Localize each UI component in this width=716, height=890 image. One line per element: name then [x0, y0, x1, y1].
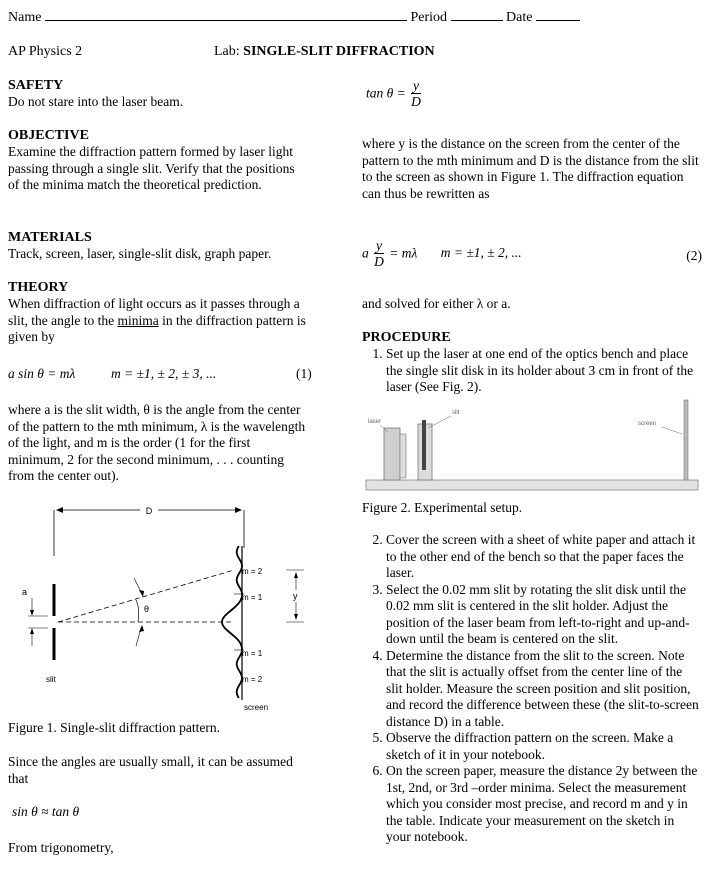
eq1-number: (1) — [296, 366, 312, 381]
a-arrow-bottom — [30, 628, 34, 634]
theory-intro — [8, 296, 308, 346]
figure1-label-slit: slit — [46, 675, 56, 684]
procedure-continued — [362, 532, 702, 846]
slit-leader — [428, 416, 451, 428]
name-blank[interactable] — [45, 8, 407, 21]
theta-pointer-arrow-bottom — [139, 625, 144, 632]
intensity-pattern — [222, 546, 242, 698]
lab-title-line — [214, 44, 435, 61]
materials-text: Track, screen, laser, single-slit disk, graph paper. — [8, 246, 272, 261]
safety-text: Do not stare into the laser beam. — [8, 94, 184, 109]
theta-pointer-arrow-top — [139, 590, 144, 597]
screen-leader — [662, 427, 682, 434]
m-label-top-1: m = 1 — [242, 593, 263, 602]
screen-stand — [684, 400, 688, 480]
y-arrow-bottom — [294, 614, 298, 620]
where-2: where y is the distance on the screen from the center of the pattern to the mth minimum and D is the distance from the slit to the screen as shown in Figure 1. The diffraction equation can thus be rewritten as — [362, 136, 699, 201]
slit-disk — [422, 420, 426, 470]
objective-text: Examine the diffraction pattern formed by laser light passing through a single slit. Verify that the positions of the minima match the theoretical prediction. — [8, 144, 295, 192]
eq2-den: D — [374, 254, 384, 269]
figure1-label-y: y — [293, 591, 298, 601]
d-arrow-right — [235, 507, 242, 513]
m-label-bottom-2: m = 2 — [242, 675, 263, 684]
period-blank[interactable] — [451, 8, 503, 21]
eq1-lhs: a sin θ = mλ — [8, 366, 76, 381]
theta-arc — [136, 600, 139, 622]
procedure-steps-1 — [362, 346, 702, 396]
date-label: Date — [506, 10, 533, 25]
eq2-fraction — [374, 238, 384, 269]
theory-heading: THEORY — [8, 280, 69, 295]
angle-ray — [58, 570, 234, 622]
figure-1-caption: Figure 1. Single-slit diffraction pattern. — [8, 720, 220, 735]
equation-2 — [362, 238, 702, 269]
eq2-rhs: = mλ — [389, 245, 418, 261]
figure1-label-screen: screen — [244, 703, 269, 712]
approx-eq: sin θ ≈ tan θ — [12, 804, 80, 819]
figure1-label-theta: θ — [144, 604, 150, 614]
theory-section — [8, 280, 308, 346]
theory-intro-a: When diffraction of light occurs as it passes through a slit, the angle to the — [8, 296, 300, 328]
m-label-top-2: m = 2 — [242, 567, 263, 576]
trig-text: From trigonometry, — [8, 840, 114, 855]
figure2-label-screen: screen — [638, 421, 657, 427]
figure2-label-laser: laser — [368, 419, 382, 425]
tan-equation — [366, 78, 423, 109]
figure2-label-slit: slit — [452, 410, 460, 416]
procedure-step: 3. Select the 0.02 mm slit by rotating the slit disk until the 0.02 mm slit is centered in the slit holder. Adjust the position of the laser beam from left-to-right and up-and-down until the beam is centered on the slit. — [386, 582, 702, 648]
m-label-bottom-1: m = 1 — [242, 649, 263, 658]
eq2-number: (2) — [686, 248, 702, 263]
figure1-label-a: a — [22, 587, 28, 597]
a-arrow-top — [30, 610, 34, 616]
figure-2-caption: Figure 2. Experimental setup. — [362, 500, 523, 515]
d-arrow-left — [56, 507, 63, 513]
procedure-steps-2 — [362, 532, 702, 846]
optics-bench — [366, 480, 698, 490]
date-blank[interactable] — [536, 8, 580, 21]
small-angle-text: Since the angles are usually small, it can be assumed that — [8, 754, 293, 786]
eq1-m: m = ±1, ± 2, ± 3, ... — [111, 366, 217, 381]
equation-1 — [8, 366, 318, 383]
tan-fraction — [411, 78, 421, 109]
header-line — [8, 8, 708, 27]
lab-label: Lab: — [214, 44, 240, 59]
procedure-section — [362, 330, 702, 396]
figure-1-diagram — [8, 498, 308, 716]
eq2-m: m = ±1, ± 2, ... — [440, 245, 522, 261]
objective-heading: OBJECTIVE — [8, 128, 89, 143]
y-arrow-top — [294, 572, 298, 578]
materials-heading: MATERIALS — [8, 230, 92, 245]
lab-title: SINGLE-SLIT DIFFRACTION — [243, 44, 435, 59]
procedure-step: 6. On the screen paper, measure the distance 2y between the 1st, 2nd, or 3rd –order minima. Select the measurement which you consider most precise, and record m and y in the table. Indicate your measurement on the sketch in your notebook. — [386, 763, 702, 846]
figure-2-setup — [362, 398, 702, 496]
tan-lhs: tan θ = — [366, 85, 406, 101]
theory-intro-b: in the diffraction pattern is given by — [8, 312, 306, 344]
period-label: Period — [410, 10, 447, 25]
where-1: where a is the slit width, θ is the angle from the center of the pattern to the mth minimum, λ is the wavelength of the light, and m is the order (1 for the first minimum, 2 for the second minimum, . . . counting from the center out). — [8, 402, 306, 483]
procedure-step: 1. Set up the laser at one end of the optics bench and place the single slit disk in its holder about 3 cm in front of the laser (See Fig. 2). — [386, 346, 702, 396]
tan-den: D — [411, 94, 421, 109]
eq2-a: a — [362, 245, 369, 261]
laser-body — [384, 428, 400, 480]
eq2-num: y — [376, 238, 382, 253]
laser-front — [400, 434, 406, 478]
materials-section — [8, 230, 308, 263]
name-label: Name — [8, 10, 42, 25]
safety-heading: SAFETY — [8, 78, 64, 93]
objective-section — [8, 128, 308, 194]
procedure-heading: PROCEDURE — [362, 330, 451, 345]
solved-text: and solved for either λ or a. — [362, 296, 511, 311]
figure1-label-d: D — [145, 506, 153, 516]
course-name: AP Physics 2 — [8, 44, 83, 59]
procedure-step: 5. Observe the diffraction pattern on the screen. Make a sketch of it in your notebook. — [386, 730, 702, 763]
tan-num: y — [413, 78, 419, 93]
theory-intro-minima: minima — [117, 312, 159, 328]
procedure-step: 2. Cover the screen with a sheet of white paper and attach it to the other end of the bench so that the paper faces the laser. — [386, 532, 702, 582]
procedure-step: 4. Determine the distance from the slit to the screen. Note that the slit is actually offset from the center line of the slit holder. Measure the screen position and slit position, and record the difference between these (the slit-to-screen distance D) in a table. — [386, 648, 702, 731]
safety-section — [8, 78, 308, 111]
